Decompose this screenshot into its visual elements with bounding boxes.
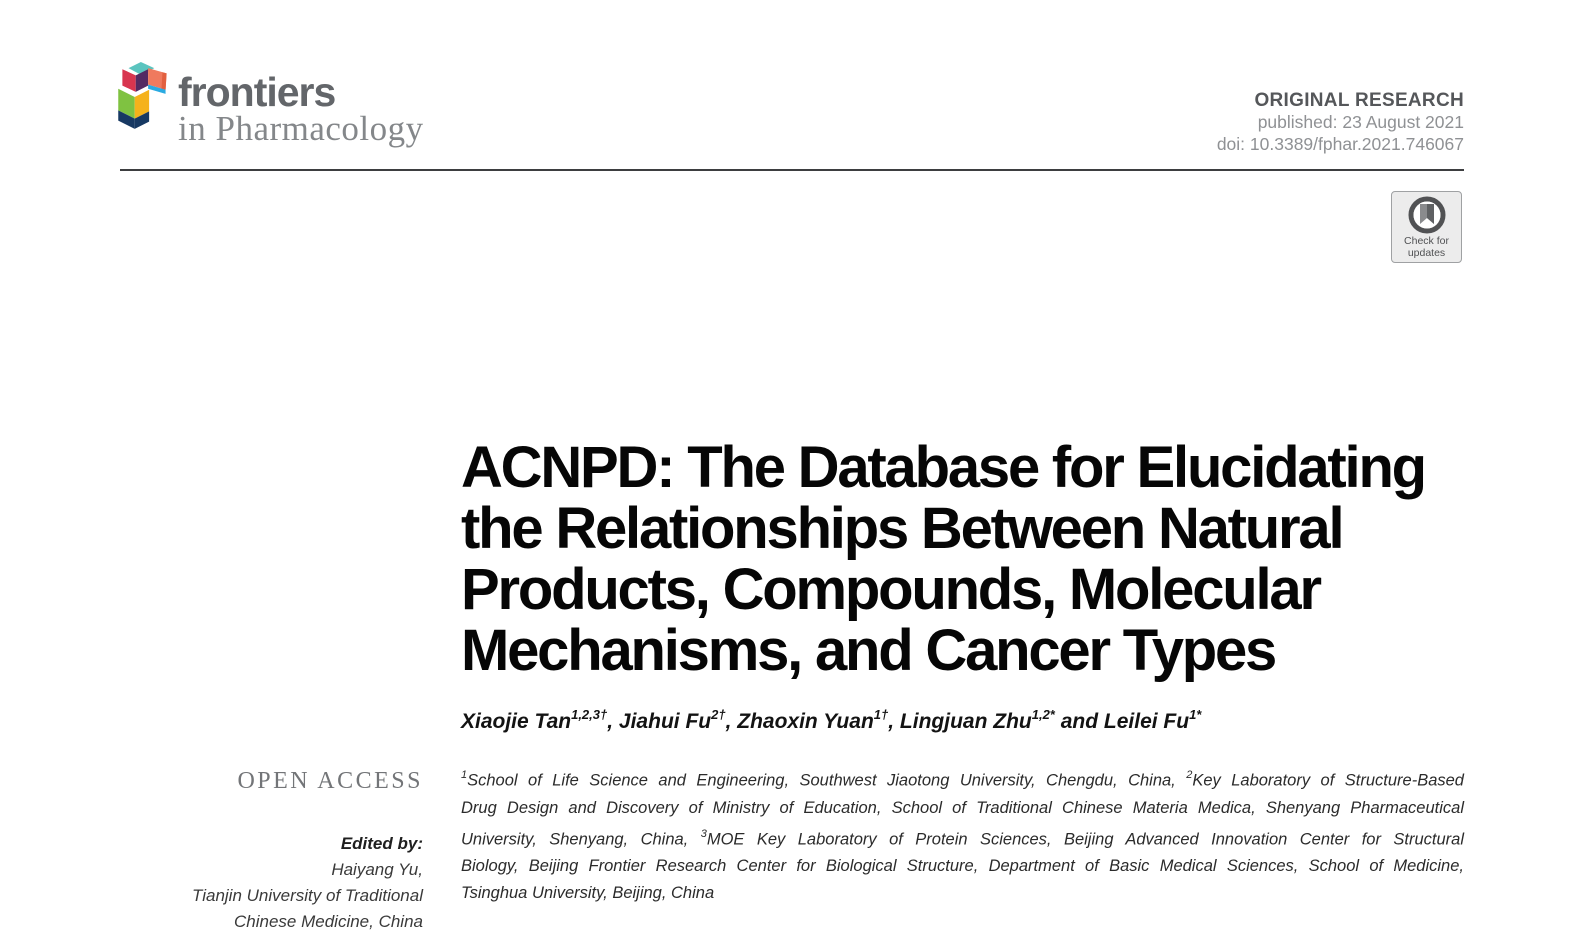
affiliation-line xyxy=(461,763,1464,795)
check-for-updates-label xyxy=(1392,236,1461,259)
affiliation-text: Drug Design and Discovery of Ministry of Education, School of Traditional Chinese Materia Medica, Shenyang Pharmaceutical xyxy=(461,798,1464,817)
author-affiliation-marker: 1* xyxy=(1189,707,1202,722)
affiliation-text: MOE Key Laboratory of Protein Sciences, Beijing Advanced Innovation Center for Structural xyxy=(706,830,1464,848)
editor-affiliation xyxy=(110,883,423,935)
author-name: Jiahui Fu xyxy=(618,710,712,733)
affiliation-text: Key Laboratory of Structure-Based xyxy=(1192,771,1464,790)
journal-name-in-pharmacology: in Pharmacology xyxy=(178,109,424,148)
affiliations-block xyxy=(461,763,1464,907)
authors-line xyxy=(461,708,1464,734)
author-separator: , xyxy=(725,710,738,733)
editor-affiliation-line: Chinese Medicine, China xyxy=(234,912,423,931)
affiliation-number: 3 xyxy=(700,827,707,840)
frontiers-cubes-icon xyxy=(118,62,172,134)
affiliation-text: School of Life Science and Engineering, Southwest Jiaotong University, Chengdu, China, xyxy=(467,771,1187,790)
article-type-label: ORIGINAL RESEARCH xyxy=(1254,90,1464,111)
article-title xyxy=(461,437,1471,681)
author-separator: , xyxy=(607,710,619,733)
check-for-updates-line1: Check for xyxy=(1404,235,1449,247)
author-affiliation-marker: 1† xyxy=(873,707,889,722)
journal-name-frontiers: frontiers xyxy=(178,69,336,115)
header-divider xyxy=(120,169,1464,171)
author-name: Leilei Fu xyxy=(1103,710,1190,733)
published-date: published: 23 August 2021 xyxy=(1257,112,1464,132)
article-title-line: ACNPD: The Database for Elucidating xyxy=(461,435,1425,500)
affiliation-number: 1 xyxy=(461,769,468,781)
editor-name: Haiyang Yu, xyxy=(331,860,423,879)
affiliation-line xyxy=(461,880,1464,907)
affiliation-number: 2 xyxy=(1186,769,1193,781)
author-name: Xiaojie Tan xyxy=(461,710,572,733)
author-separator: and xyxy=(1054,710,1104,733)
frontiers-logo xyxy=(118,62,424,148)
affiliation-line xyxy=(461,822,1464,854)
author-affiliation-marker: 1,2,3† xyxy=(571,707,608,722)
affiliation-text: University, Shenyang, China, xyxy=(461,830,701,848)
affiliation-line xyxy=(461,795,1464,822)
editor-affiliation-line: Tianjin University of Traditional xyxy=(191,886,423,905)
affiliation-text: Biology, Beijing Frontier Research Center for Biological Structure, Department of Basic Medical Sciences, School of Medicine, xyxy=(461,857,1464,875)
article-title-line: Products, Compounds, Molecular xyxy=(461,557,1320,622)
author-separator: , xyxy=(888,710,900,733)
journal-name xyxy=(178,62,424,148)
author-affiliation-marker: 1,2* xyxy=(1031,707,1055,722)
edited-by-label: Edited by: xyxy=(340,834,423,853)
affiliation-line xyxy=(461,853,1464,880)
author-name: Zhaoxin Yuan xyxy=(737,710,874,733)
article-sidebar xyxy=(110,768,423,935)
doi-text: doi: 10.3389/fphar.2021.746067 xyxy=(1216,133,1464,154)
article-title-line: Mechanisms, and Cancer Types xyxy=(461,618,1276,683)
affiliation-text: Tsinghua University, Beijing, China xyxy=(461,884,715,902)
check-for-updates-line2: updates xyxy=(1407,246,1446,259)
check-for-updates-button[interactable] xyxy=(1391,191,1462,263)
open-access-label: OPEN ACCESS xyxy=(237,768,423,794)
crossmark-icon xyxy=(1407,195,1447,235)
article-title-line: the Relationships Between Natural xyxy=(461,496,1343,561)
article-meta xyxy=(1217,90,1464,155)
author-name: Lingjuan Zhu xyxy=(899,710,1032,733)
author-affiliation-marker: 2† xyxy=(711,707,726,722)
